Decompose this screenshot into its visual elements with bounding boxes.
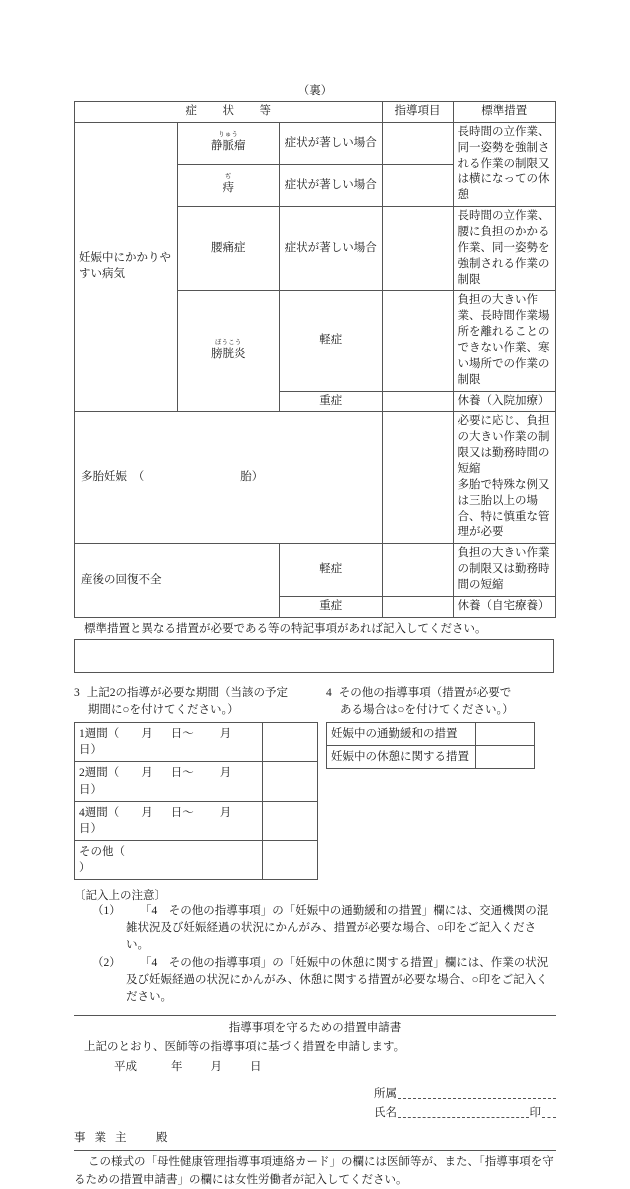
name-row [374, 1104, 556, 1120]
guidance-cell-lumbago[interactable] [382, 207, 453, 291]
other-label-rest: 妊娠中の休憩に関する措置 [327, 746, 476, 769]
measure-lumbago: 長時間の立作業、腰に負担のかかる作業、同一姿勢を強制される作業の制限 [453, 207, 556, 291]
measure-cystitis-severe: 休養（入院加療） [453, 391, 556, 412]
period-2week-day2: 日） [79, 783, 102, 796]
period-2week-day1: 日〜 [170, 767, 194, 780]
period-row-4week [75, 801, 263, 840]
measure-varicose-hemorrhoid: 長時間の立作業、同一姿勢を強制される作業の制限又は横になっての休憩 [453, 122, 556, 206]
period-row-1week [75, 723, 263, 762]
section-4-title-cont: ある場合は○を付けてください。） [340, 703, 514, 716]
application-statement: 上記のとおり、医師等の指導事項に基づく措置を申請します。 [84, 1041, 406, 1054]
period-4week-day2: 日） [79, 822, 102, 835]
period-row-other [75, 840, 263, 879]
other-label-commute: 妊娠中の通勤緩和の措置 [327, 723, 476, 746]
symptom-name-varicose [177, 122, 280, 164]
measure-multiple-line2: 多胎で特殊な例又は三胎以上の場合、特に慎重な管理が必要 [457, 478, 550, 539]
date-month: 月 [210, 1061, 222, 1074]
guidance-cell-postpartum-severe[interactable] [382, 596, 453, 617]
section-4-heading [326, 685, 556, 718]
guidance-cell-hemorrhoid[interactable] [382, 165, 453, 207]
period-1week-month1: 月 [141, 728, 153, 741]
period-mark-2week[interactable] [263, 762, 318, 801]
section-4-number: 4 [326, 686, 332, 699]
ruby-varicose: りゅう [218, 131, 239, 138]
multiple-pregnancy-prefix: 多胎妊娠 （ [81, 470, 145, 483]
multiple-pregnancy-label [75, 412, 383, 544]
section-3-heading [74, 685, 326, 718]
document-page [74, 0, 556, 1189]
table-row [75, 762, 318, 801]
divider-above-application [74, 1015, 556, 1016]
section-3-title: 上記2の指導が必要な期間（当該の予定 [86, 686, 288, 699]
symptom-name-cystitis [177, 291, 280, 412]
guidance-cell-varicose[interactable] [382, 122, 453, 164]
guidance-cell-multiple-pregnancy[interactable] [382, 412, 453, 544]
instruction-number-2: （2） [92, 956, 121, 969]
symptom-label-hemorrhoid: 痔 [222, 182, 234, 195]
period-2week-month2: 月 [219, 767, 232, 780]
measure-cystitis-mild: 負担の大きい作業、長時間作業場所を離れることのできない作業、寒い場所での作業の制限 [453, 291, 556, 391]
table-row [327, 746, 535, 769]
signature-block [74, 1085, 556, 1120]
table-row [75, 544, 556, 597]
severity-cystitis-severe: 重症 [280, 391, 383, 412]
section-3 [74, 685, 326, 880]
period-mark-other[interactable] [263, 840, 318, 879]
instruction-number-1: （1） [92, 904, 121, 917]
table-row [75, 122, 556, 164]
name-label: 氏名 [374, 1107, 397, 1120]
footer-note-text: この様式の「母性健康管理指導事項連絡カード」の欄には医師等が、また、「指導事項を守るための措置申請書」の欄には女性労働者が記入してください。 [74, 1156, 554, 1186]
section-4-title: その他の指導事項（措置が必要で [338, 686, 512, 699]
instruction-item-2 [92, 955, 556, 1007]
seal-icon: 印 [529, 1107, 541, 1120]
other-guidance-table [326, 722, 535, 769]
condition-varicose: 症状が著しい場合 [280, 122, 383, 164]
date-year: 年 [171, 1061, 183, 1074]
measure-multiple-pregnancy [453, 412, 556, 544]
section-3-title-cont: 期間に○を付けてください。） [88, 703, 239, 716]
period-2week-month1: 月 [141, 767, 153, 780]
affiliation-label: 所属 [374, 1088, 397, 1101]
side-marker: （裏） [297, 85, 333, 97]
table-row [75, 801, 318, 840]
other-mark-rest[interactable] [476, 746, 535, 769]
footer-note [74, 1154, 556, 1189]
period-1week-day2: 日） [79, 744, 102, 757]
period-1week-day1: 日〜 [170, 728, 194, 741]
postpartum-label: 産後の回復不全 [75, 544, 280, 617]
measure-multiple-line1: 必要に応じ、負担の大きい作業の制限又は勤務時間の短縮 [457, 415, 550, 476]
condition-hemorrhoid: 症状が著しい場合 [280, 165, 383, 207]
divider-above-footer [74, 1150, 556, 1151]
multiple-pregnancy-suffix: 胎） [240, 470, 264, 483]
table-row [75, 723, 318, 762]
seal-underline [542, 1106, 556, 1118]
ruby-cystitis: ぼうこう [215, 339, 242, 347]
symptom-name-lumbago: 腰痛症 [177, 207, 280, 291]
symptom-label-cystitis: 膀胱炎 [211, 348, 246, 361]
section-4 [326, 685, 556, 880]
measure-postpartum-mild: 負担の大きい作業の制限又は勤務時間の短縮 [453, 544, 556, 597]
period-1week-text: 1週間（ [79, 728, 120, 741]
instruction-item-1 [92, 903, 556, 955]
special-note-instruction: 標準措置と異なる措置が必要である等の特記事項があれば記入してください。 [84, 622, 487, 635]
affiliation-row [374, 1085, 556, 1101]
symptom-name-hemorrhoid [177, 165, 280, 207]
application-title: 指導事項を守るための措置申請書 [228, 1022, 402, 1035]
severity-postpartum-severe: 重症 [280, 596, 383, 617]
period-4week-day1: 日〜 [170, 806, 194, 819]
period-other-close: ） [79, 861, 91, 874]
section-3-number: 3 [74, 686, 80, 699]
guidance-cell-cystitis-mild[interactable] [382, 291, 453, 391]
period-row-2week [75, 762, 263, 801]
period-4week-month2: 月 [219, 806, 232, 819]
guidance-cell-postpartum-mild[interactable] [382, 544, 453, 597]
date-day: 日 [250, 1061, 262, 1074]
condition-lumbago: 症状が著しい場合 [280, 207, 383, 291]
name-input[interactable] [398, 1106, 529, 1118]
instructions-title: 〔記入上の注意〕 [74, 889, 166, 902]
other-mark-commute[interactable] [476, 723, 535, 746]
instruction-text-2: 「4 その他の指導事項」の「妊娠中の休憩に関する措置」欄には、作業の状況及び妊娠経過の状況にかんがみ、休憩に関する措置が必要な場合、○印をご記入ください。 [126, 956, 549, 1004]
guidance-cell-cystitis-severe[interactable] [382, 391, 453, 412]
symptom-table [74, 101, 556, 618]
employer-addressee: 事業主 殿 [74, 1132, 177, 1145]
period-table [74, 722, 318, 880]
instruction-text-1: 「4 その他の指導事項」の「妊娠中の通勤緩和の措置」欄には、交通機関の混雑状況及び妊娠経過の状況にかんがみ、措置が必要な場合、○印をご記入ください。 [126, 904, 549, 952]
period-4week-month1: 月 [141, 806, 153, 819]
period-mark-4week[interactable] [263, 801, 318, 840]
date-era: 平成 [114, 1061, 137, 1074]
severity-postpartum-mild: 軽症 [280, 544, 383, 597]
affiliation-input[interactable] [398, 1087, 556, 1099]
header-standard-measure: 標準措置 [453, 102, 556, 123]
table-row [327, 723, 535, 746]
ruby-hemorrhoid: ぢ [224, 173, 232, 181]
table-row [75, 412, 556, 544]
table-row [75, 840, 318, 879]
header-symptoms: 症 状 等 [75, 102, 383, 123]
category-pregnancy-illness: 妊娠中にかかりやすい病気 [75, 122, 178, 412]
severity-cystitis-mild: 軽症 [280, 291, 383, 391]
period-other-open: その他（ [79, 845, 125, 858]
period-1week-month2: 月 [219, 728, 232, 741]
sections-3-4-wrapper [74, 685, 556, 880]
measure-postpartum-severe: 休養（自宅療養） [453, 596, 556, 617]
period-mark-1week[interactable] [263, 723, 318, 762]
special-note-box[interactable] [74, 639, 554, 673]
period-2week-text: 2週間（ [79, 767, 120, 780]
header-guidance-item: 指導項目 [382, 102, 453, 123]
table-header-row [75, 102, 556, 123]
application-date-line [114, 1058, 556, 1074]
symptom-label-varicose: 静脈瘤 [211, 140, 246, 152]
period-4week-text: 4週間（ [79, 806, 120, 819]
